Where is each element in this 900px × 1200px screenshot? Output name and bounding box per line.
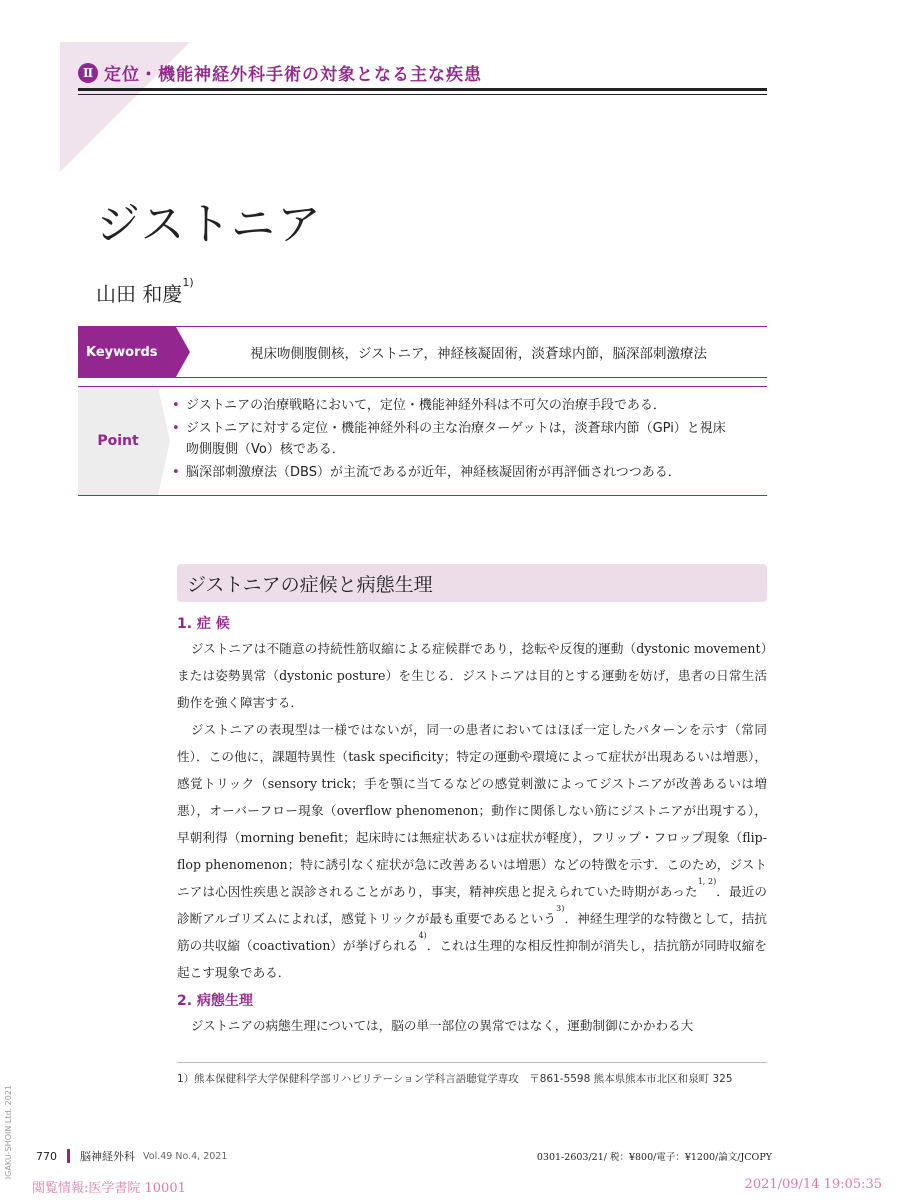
journal-name: 脳神経外科: [80, 1150, 135, 1163]
paragraph-symptoms-2: [177, 716, 767, 986]
paragraph-symptoms-1: ジストニアは不随意の持続性筋収縮による症候群であり，捻転や反復的運動（dystonic movement）または姿勢異常（dystonic posture）を生じる．ジストニアは目的とする運動を妨げ，患者の日常生活動作を強く障害する．: [177, 641, 767, 710]
author-affiliation-mark: 1): [182, 276, 194, 289]
point-item: • ジストニアの治療戦略において，定位・機能神経外科は不可欠の治療手段である．: [172, 395, 726, 416]
article-title: ジストニア: [96, 199, 323, 250]
section-title: 定位・機能神経外科手術の対象となる主な疾患: [104, 65, 482, 85]
page-footer: [36, 1148, 227, 1164]
citation-ref: 1, 2): [697, 877, 717, 886]
section-number-badge: Ⅱ: [78, 63, 98, 83]
header-rule-thin: [78, 94, 767, 95]
subheading-pathophysiology: 2. 病態生理: [177, 993, 253, 1009]
point-arrow: [158, 387, 170, 495]
author-line: [96, 278, 194, 307]
point-label: Point: [78, 387, 158, 495]
side-copyright: IGAKU-SHOIN Ltd. 2021: [4, 1085, 13, 1180]
footer-bar: [67, 1149, 70, 1163]
footnote-rule: [177, 1062, 767, 1063]
paragraph-pathophysiology: ジストニアの病態生理については，脳の単一部位の異常ではなく，運動制御にかかわる大: [190, 1018, 694, 1033]
point-item: • ジストニアに対する定位・機能神経外科の主な治療ターゲットは，淡蒼球内節（GPi）と視床吻側腹側（Vo）核である．: [172, 418, 726, 460]
citation-ref: 3): [556, 904, 565, 913]
section-header: [78, 60, 482, 85]
keywords-arrow: [176, 327, 190, 377]
keywords-text: 視床吻側腹側核，ジストニア，神経核凝固術，淡蒼球内節，脳深部刺激療法: [250, 346, 707, 362]
footnote: 1）熊本保健科学大学保健科学部リハビリテーション学科言語聴覚学専攻 〒861-5598 熊本県熊本市北区和泉町 325: [177, 1073, 733, 1085]
paragraph-text: ．これは生理的な相反性抑制が消失し，拮抗筋が同時収縮を起こす現象である．: [177, 938, 767, 980]
paragraph-text: ．最近の診断アルゴリズムによれば，感覚トリックが最も重要であるという: [177, 884, 768, 926]
point-box: [78, 386, 767, 496]
author-name: 山田 和慶: [96, 282, 183, 306]
header-rule-thick: [78, 88, 767, 91]
paragraph-text: ．神経生理学的な特徴として，拮抗筋の共収縮（coactivation）が挙げられる: [177, 911, 768, 953]
subheading-symptoms: 1. 症 候: [177, 616, 230, 632]
point-item: • 脳深部刺激療法（DBS）が主流であるが近年，神経核凝固術が再評価されつつある．: [172, 462, 726, 483]
citation-ref: 4): [418, 931, 427, 940]
journal-volume: Vol.49 No.4, 2021: [143, 1150, 228, 1162]
issn-line: 0301-2603/21/ 税：¥800/電子：¥1200/論文/JCOPY: [536, 1152, 772, 1163]
keywords-box: [78, 326, 767, 378]
point-list: [172, 395, 726, 485]
access-timestamp: 2021/09/14 19:05:35: [744, 1177, 882, 1192]
page-number: 770: [36, 1149, 57, 1163]
paragraph-text: ジストニアの表現型は一様ではないが，同一の患者においてはほぼ一定したパターンを示す（常同性）．この他に，課題特異性（task specificity；特定の運動や環境によって症状が出現あるいは増悪），感覚トリック（sensory trick；手を顎に当てるなどの感覚刺激によってジストニアが改善あるいは増悪），オーバーフロー現象（overflow phenomenon；動作に関係しない筋にジストニアが出現する），早朝利得（morning benefit；起床時には無症状あるいは症状が軽度），フリップ・フロップ現象（flip-flop phenomenon；特に誘引なく症状が急に改善あるいは増悪）などの特徴を示す．このため，ジストニアは心因性疾患と誤診されることがあり，事実，精神疾患と捉えられていた時期があった: [177, 722, 767, 899]
section-heading: ジストニアの症候と病態生理: [177, 564, 767, 602]
keywords-label: Keywords: [78, 327, 176, 377]
access-info: 閲覧情報:医学書院 10001: [32, 1181, 186, 1196]
